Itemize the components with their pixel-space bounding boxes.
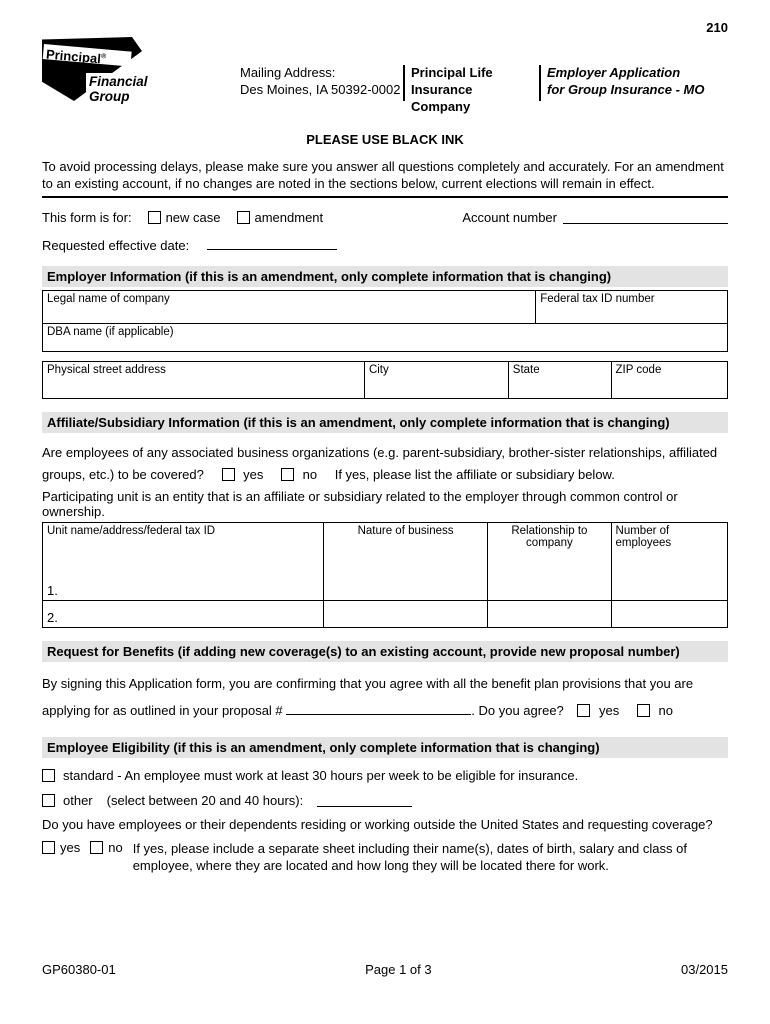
- benefits-statement: [42, 671, 728, 724]
- amendment-label: amendment: [254, 209, 324, 225]
- new-case-label: new case: [165, 209, 221, 225]
- affiliate-row2-employees-cell[interactable]: [611, 600, 727, 627]
- dba-name-cell[interactable]: [43, 323, 728, 351]
- row1-number: 1.: [47, 582, 58, 598]
- header-columns: [240, 65, 704, 116]
- relationship-header-cell: [488, 522, 611, 566]
- affiliate-yes-label: yes: [243, 466, 264, 482]
- employer-info-table: [42, 290, 728, 352]
- proposal-number-field[interactable]: [286, 701, 471, 715]
- page-footer: [42, 962, 728, 977]
- street-address-label: Physical street address: [47, 363, 166, 376]
- table-row: [43, 323, 728, 351]
- other-hours-field[interactable]: [317, 793, 412, 807]
- table-row: [43, 361, 728, 398]
- form-title-line2: for Group Insurance - MO: [547, 81, 705, 97]
- zip-code-cell[interactable]: [611, 361, 727, 398]
- section-affiliate-subsidiary: Affiliate/Subsidiary Information (if this is an amendment, only complete information that is changing): [42, 412, 728, 433]
- company-name-line2: Insurance Company: [411, 81, 473, 114]
- affiliate-question: [42, 442, 728, 486]
- outside-no-label: no: [108, 840, 123, 856]
- outside-us-question: Do you have employees or their dependents residing or working outside the United States and requesting coverage?: [42, 817, 713, 833]
- outside-yes-checkbox[interactable]: [42, 841, 55, 854]
- standard-label: standard - An employee must work at least 30 hours per week to be eligible for insurance.: [63, 768, 579, 784]
- principal-logo: [42, 37, 240, 105]
- legal-name-cell[interactable]: [43, 290, 536, 323]
- legal-name-label: Legal name of company: [47, 292, 170, 305]
- company-name-line1: Principal Life: [411, 65, 493, 80]
- agree-yes-checkbox[interactable]: [577, 704, 590, 717]
- agree-no-label: no: [658, 702, 673, 718]
- affiliate-row1-employees-cell[interactable]: [611, 566, 727, 600]
- mailing-address-block: [240, 65, 403, 99]
- outside-no-checkbox[interactable]: [90, 841, 103, 854]
- unit-name-header-cell: [43, 522, 324, 566]
- financial-word: Financial: [89, 74, 148, 89]
- affiliate-yes-checkbox[interactable]: [222, 468, 235, 481]
- affiliate-if-yes-text: If yes, please list the affiliate or subsidiary below.: [334, 466, 615, 482]
- revision-date: 03/2015: [681, 962, 728, 977]
- federal-tax-id-label: Federal tax ID number: [540, 292, 655, 305]
- number-of-employees-header-cell: [611, 522, 727, 566]
- agree-yes-label: yes: [599, 702, 620, 718]
- participating-unit-text: Participating unit is an entity that is an affiliate or subsidiary related to the employer through common control or ownership.: [42, 488, 678, 519]
- state-label: State: [512, 363, 540, 376]
- new-case-checkbox[interactable]: [148, 211, 161, 224]
- effective-date-field[interactable]: [207, 236, 337, 250]
- affiliate-no-label: no: [302, 466, 318, 482]
- registered-mark-icon: ®: [100, 53, 107, 61]
- affiliate-row2-nature-cell[interactable]: [323, 600, 487, 627]
- unit-name-header: Unit name/address/federal tax ID: [47, 524, 216, 537]
- affiliate-question-text: Are employees of any associated business organizations (e.g. parent-subsidiary, brother-sister relationships, affiliated groups, etc.) to be covered?: [42, 444, 718, 482]
- black-ink-notice: PLEASE USE BLACK INK: [306, 131, 464, 147]
- effective-date-row: [42, 236, 728, 253]
- employer-address-table: [42, 361, 728, 399]
- mailing-address-value: Des Moines, IA 50392-0002: [240, 81, 401, 97]
- benefits-text-after: . Do you agree?: [471, 702, 564, 718]
- section-employer-information: Employer Information (if this is an amendment, only complete information that is changing): [42, 266, 728, 287]
- effective-date-label: Requested effective date:: [42, 237, 190, 253]
- section-employee-eligibility: Employee Eligibility (if this is an amendment, only complete information that is changing): [42, 737, 728, 758]
- page-number: 210: [706, 20, 728, 35]
- affiliate-row1-relationship-cell[interactable]: [488, 566, 611, 600]
- form-title-block: [541, 65, 704, 99]
- form-title-line1: Employer Application: [547, 65, 681, 80]
- financial-group-wordmark: [86, 73, 151, 105]
- company-name-block: [405, 65, 539, 116]
- zip-code-label: ZIP code: [615, 363, 662, 376]
- outside-yes-label: yes: [60, 840, 81, 856]
- affiliate-row1-unit-cell[interactable]: [43, 566, 324, 600]
- other-checkbox[interactable]: [42, 794, 55, 807]
- amendment-checkbox[interactable]: [237, 211, 250, 224]
- row2-number: 2.: [47, 609, 58, 625]
- table-row: [43, 566, 728, 600]
- standard-checkbox[interactable]: [42, 769, 55, 782]
- benefits-text-before: By signing this Application form, you are confirming that you agree with all the benefit plan provisions that you are applying for as outlined in your proposal #: [42, 675, 694, 718]
- other-label: other: [63, 793, 93, 809]
- affiliate-no-checkbox[interactable]: [281, 468, 294, 481]
- other-hint: (select between 20 and 40 hours):: [106, 793, 304, 809]
- outside-if-yes-text: If yes, please include a separate sheet including their name(s), dates of birth, salary and class of employee, where they are located and how long they will be located there for work.: [132, 841, 687, 874]
- brand-name: Principal: [45, 46, 102, 67]
- affiliate-row2-relationship-cell[interactable]: [488, 600, 611, 627]
- form-header: [42, 37, 728, 116]
- mailing-address-label: Mailing Address:: [240, 65, 336, 80]
- section-request-for-benefits: Request for Benefits (if adding new coverage(s) to an existing account, provide new proposal number): [42, 641, 728, 662]
- dba-name-label: DBA name (if applicable): [47, 325, 174, 338]
- state-cell[interactable]: [508, 361, 611, 398]
- number-of-employees-header: Number of employees: [615, 524, 672, 549]
- affiliate-table: [42, 522, 728, 628]
- federal-tax-id-cell[interactable]: [536, 290, 728, 323]
- city-label: City: [368, 363, 389, 376]
- relationship-header: Relationship to company: [511, 524, 588, 549]
- group-word: Group: [89, 89, 130, 105]
- form-type-row: [42, 210, 728, 225]
- nature-of-business-header-cell: [323, 522, 487, 566]
- standard-eligibility-row: [42, 768, 728, 783]
- account-number-label: Account number: [462, 209, 557, 225]
- street-address-cell[interactable]: [43, 361, 365, 398]
- page-indicator: Page 1 of 3: [365, 962, 432, 977]
- form-for-label: This form is for:: [42, 209, 132, 225]
- city-cell[interactable]: [364, 361, 508, 398]
- table-row: [43, 290, 728, 323]
- table-header-row: [43, 522, 728, 566]
- intro-paragraph: To avoid processing delays, please make sure you answer all questions completely and accurately. For an amendment to an existing account, if no changes are noted in the sections below, current elections will remain in effect.: [42, 158, 728, 198]
- other-eligibility-row: [42, 793, 728, 808]
- affiliate-row2-unit-cell[interactable]: [43, 600, 324, 627]
- affiliate-row1-nature-cell[interactable]: [323, 566, 487, 600]
- table-row: [43, 600, 728, 627]
- agree-no-checkbox[interactable]: [637, 704, 650, 717]
- outside-us-answer-row: [42, 840, 728, 874]
- nature-of-business-header: Nature of business: [357, 524, 454, 537]
- account-number-field[interactable]: [563, 210, 728, 224]
- form-number: GP60380-01: [42, 962, 116, 977]
